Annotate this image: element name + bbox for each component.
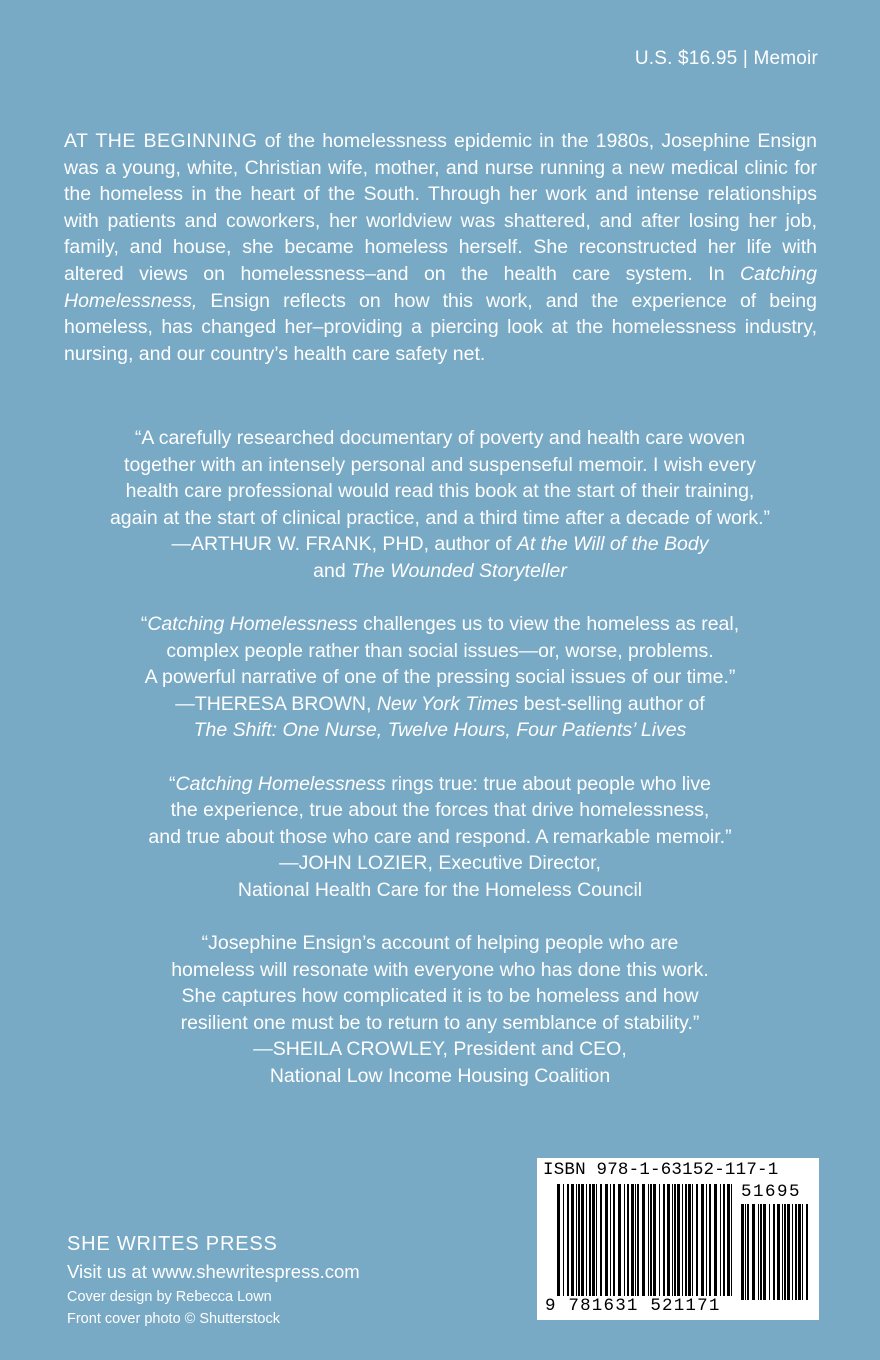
barcode-bar — [685, 1184, 687, 1296]
quote-book-title: Catching Homelessness — [175, 772, 386, 795]
barcode-bar — [674, 1184, 676, 1296]
endorsement-crowley — [40, 930, 840, 1089]
barcode-bar — [581, 1184, 584, 1296]
quote-attribution: National Health Care for the Homeless Council — [237, 878, 643, 901]
barcode-bar — [663, 1184, 665, 1296]
barcode-bar — [600, 1184, 602, 1296]
quote-line: A powerful narrative of one of the pressing social issues of our time.” — [144, 666, 736, 688]
book-description — [64, 128, 817, 367]
isbn-number: ISBN 978-1-63152-117-1 — [543, 1160, 779, 1180]
barcode-bar — [677, 1184, 680, 1296]
barcode-bar — [782, 1204, 783, 1300]
barcode-bar — [631, 1184, 634, 1296]
quote-open-mark: “ — [169, 772, 176, 795]
quote-line: “A carefully researched documentary of poverty and health care woven — [134, 427, 746, 449]
attribution-text: —ARTHUR W. FRANK, PHD, author of — [171, 533, 517, 555]
quote-line: complex people rather than social issues—or, worse, problems. — [166, 639, 714, 662]
quote-line: the experience, true about the forces that drive homelessness, — [170, 799, 710, 821]
quote-attribution — [40, 531, 840, 558]
quote-attribution: —SHEILA CROWLEY, President and CEO, — [253, 1038, 627, 1060]
attribution-text: best-selling author of — [518, 692, 705, 715]
quote-line — [40, 771, 840, 798]
description-part1: of the homelessness epidemic in the 1980s, Josephine Ensign was a young, white, Christian wife, mother, and nurse running a new medical clinic for the homeless in the heart of the South. Through her work and intense relationships with patients and coworkers, her worldview was shattered, and after losing her job, family, and house, she became homeless herself. She reconstructed her life with altered views on homelessness–and on the health care system. In — [64, 130, 817, 285]
photo-credit: Front cover photo © Shutterstock — [67, 1311, 280, 1327]
quote-attribution — [40, 558, 840, 585]
quote-attribution: —JOHN LOZIER, Executive Director, — [279, 852, 601, 874]
barcode-bar — [624, 1184, 625, 1296]
barcode-bar — [642, 1184, 645, 1296]
barcode-bar — [659, 1184, 660, 1296]
quote-line: together with an intensely personal and suspenseful memoir. I wish every — [124, 453, 756, 476]
attribution-book-title: The Wounded Storyteller — [351, 559, 567, 582]
quote-text: rings true: true about people who live — [385, 772, 711, 795]
quote-line: and true about those who care and respond. A remarkable memoir.” — [148, 825, 732, 848]
barcode-bar — [752, 1204, 755, 1300]
publisher-name: SHE WRITES PRESS — [67, 1233, 278, 1255]
endorsement-brown — [40, 611, 840, 744]
barcode-bar — [667, 1184, 670, 1296]
endorsement-frank — [40, 425, 840, 584]
barcode-bar — [567, 1184, 569, 1296]
barcode-bar — [727, 1184, 730, 1296]
barcode-bar — [723, 1184, 725, 1296]
attribution-text: and — [313, 559, 352, 582]
isbn-barcode — [537, 1158, 819, 1320]
attribution-book-title: At the Will of the Body — [516, 533, 709, 555]
quote-attribution — [40, 717, 840, 744]
barcode-bar — [586, 1184, 587, 1296]
barcode-bar — [688, 1184, 691, 1296]
barcode-bar — [637, 1184, 639, 1296]
price-category-line: U.S. $16.95 | Memoir — [634, 48, 818, 69]
barcode-bar — [578, 1184, 580, 1296]
barcode-bar — [701, 1184, 704, 1296]
barcode-bar — [787, 1204, 790, 1300]
quote-line: resilient one must be to return to any semblance of stability.” — [180, 1011, 700, 1034]
quote-attribution — [40, 691, 840, 718]
barcode-bar — [592, 1184, 595, 1296]
barcode-bar — [714, 1184, 717, 1296]
barcode-bar — [747, 1204, 749, 1300]
barcode-bar — [635, 1184, 636, 1296]
barcode-bar — [648, 1184, 649, 1296]
quote-open-mark: “ — [140, 613, 148, 635]
quote-text: challenges us to view the homeless as real, — [357, 613, 740, 635]
barcode-bar — [784, 1204, 786, 1300]
barcode-bar — [758, 1204, 759, 1300]
barcode-bar — [806, 1204, 808, 1300]
barcode-bar — [618, 1184, 621, 1296]
barcode-bar — [610, 1184, 611, 1296]
publisher-block — [67, 1230, 360, 1330]
endorsements — [40, 425, 840, 1116]
barcode-bar — [769, 1204, 770, 1300]
barcode-bar — [650, 1184, 652, 1296]
quote-book-title: Catching Homelessness — [147, 613, 358, 635]
attribution-text: —THERESA BROWN, — [175, 692, 377, 715]
description-part2: Ensign reflects on how this work, and the experience of being homeless, has changed her–providing a piercing look at the homelessness industry, nursing, and our country’s health care safety net. — [64, 289, 817, 365]
barcode-bar — [795, 1204, 797, 1300]
barcode-bar — [745, 1204, 746, 1300]
price-addon-code: 51695 — [741, 1182, 802, 1202]
quote-line: She captures how complicated it is to be homeless and how — [181, 985, 699, 1007]
barcode-bar — [613, 1184, 615, 1296]
barcode-bar — [760, 1204, 762, 1300]
description-lead: AT THE BEGINNING — [64, 130, 258, 152]
barcode-bar — [798, 1204, 801, 1300]
quote-line: health care professional would read this book at the start of their training, — [125, 480, 755, 502]
barcode-bar — [571, 1184, 574, 1296]
barcode-bar — [596, 1184, 597, 1296]
ean-digits: 9 781631 521171 — [545, 1296, 721, 1316]
barcode-bar — [792, 1204, 793, 1300]
barcode-bar — [627, 1184, 629, 1296]
quote-line — [40, 611, 840, 638]
endorsement-lozier — [40, 771, 840, 904]
cover-design-credit: Cover design by Rebecca Lown — [67, 1289, 272, 1305]
attribution-publication: New York Times — [376, 692, 519, 715]
barcode-bar — [576, 1184, 577, 1296]
barcode-bar — [653, 1184, 656, 1296]
quote-attribution: National Low Income Housing Coalition — [269, 1064, 611, 1087]
attribution-book-title: The Shift: One Nurse, Twelve Hours, Four Patients’ Lives — [193, 719, 687, 741]
barcode-bar — [682, 1184, 683, 1296]
quote-line: again at the start of clinical practice, and a third time after a decade of work.” — [109, 506, 771, 529]
barcode-bar — [773, 1204, 775, 1300]
publisher-url: Visit us at www.shewritespress.com — [67, 1261, 360, 1282]
barcode-bar — [802, 1204, 803, 1300]
barcode-bar — [720, 1184, 721, 1296]
barcode-bar — [709, 1184, 711, 1296]
description-book-title: Catching Homelessness, — [64, 262, 817, 312]
barcode-bar — [692, 1184, 693, 1296]
barcode-bar — [731, 1184, 732, 1296]
barcode-bar — [777, 1204, 780, 1300]
barcode-bar — [589, 1184, 591, 1296]
barcode-bar — [763, 1204, 766, 1300]
quote-line: homeless will resonate with everyone who has done this work. — [171, 958, 709, 981]
barcode-bar — [696, 1184, 698, 1296]
barcode-bar — [563, 1184, 564, 1296]
barcode-bar — [557, 1184, 560, 1296]
barcode-bar — [605, 1184, 608, 1296]
barcode-bar — [672, 1184, 673, 1296]
quote-line: “Josephine Ensign’s account of helping people who are — [201, 932, 679, 954]
barcode-bar — [741, 1204, 744, 1300]
barcode-bar — [706, 1184, 707, 1296]
